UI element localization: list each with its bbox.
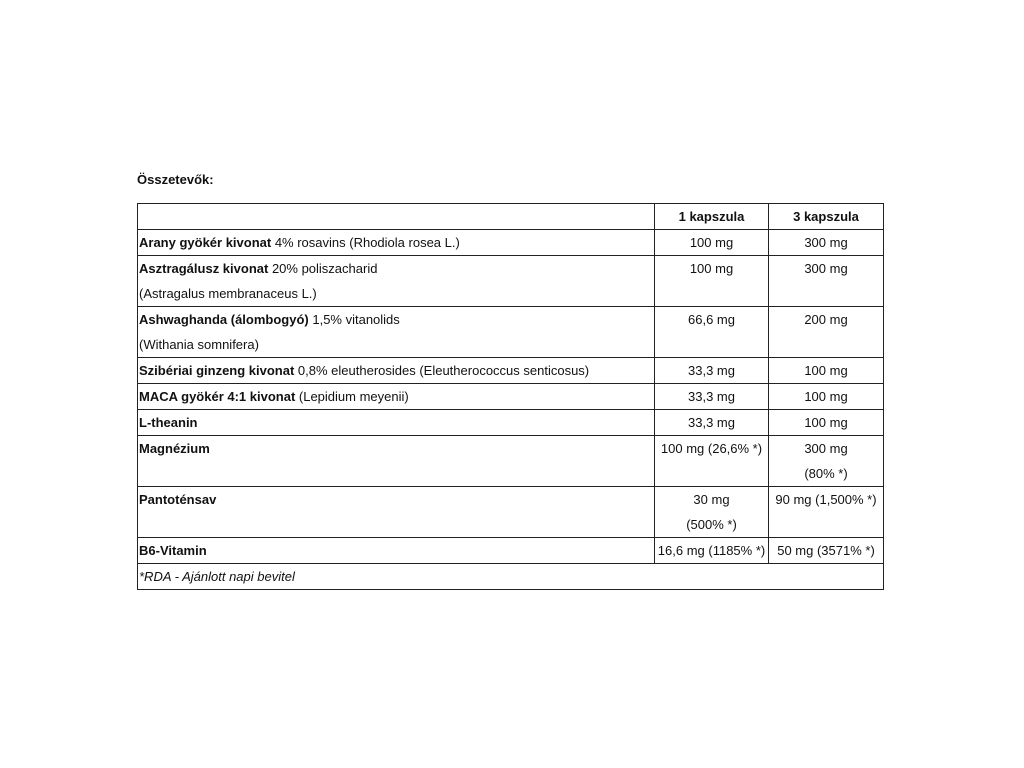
- cell-text: 100 mg: [689, 261, 734, 276]
- cell-text: (500% *): [686, 517, 737, 532]
- dose-3-capsules: [769, 230, 884, 256]
- table-row: [138, 230, 884, 256]
- ingredients-table: [137, 203, 884, 590]
- dose-3-capsules: [769, 358, 884, 384]
- ingredient-cell: [138, 307, 655, 358]
- cell-text: 33,3 mg: [688, 389, 735, 404]
- dose-1-capsule: [655, 436, 769, 487]
- ingredient-cell: [138, 410, 655, 436]
- cell-text: 300 mg: [804, 235, 848, 250]
- table-row: [138, 410, 884, 436]
- cell-text: Szibériai ginzeng kivonat: [139, 363, 295, 378]
- cell-text: 1,5% vitanolids: [308, 312, 400, 327]
- dose-3-capsules: [769, 384, 884, 410]
- cell-text: Pantoténsav: [139, 492, 217, 507]
- cell-text: L-theanin: [139, 415, 198, 430]
- table-row: [138, 436, 884, 487]
- cell-text: 4% rosavins (Rhodiola rosea L.): [271, 235, 460, 250]
- dose-1-capsule: [655, 256, 769, 307]
- dose-3-capsules: [769, 436, 884, 487]
- dose-1-capsule: [655, 410, 769, 436]
- footnote-row: [138, 564, 884, 590]
- ingredient-cell: [138, 384, 655, 410]
- cell-text: Magnézium: [139, 441, 210, 456]
- dose-3-capsules: [769, 307, 884, 358]
- cell-text: Ashwaghanda (álombogyó): [139, 312, 309, 327]
- cell-text: 20% poliszacharid: [268, 261, 378, 276]
- dose-3-capsules: [769, 487, 884, 538]
- dose-1-capsule: [655, 307, 769, 358]
- cell-text: 100 mg: [804, 363, 848, 378]
- dose-3-capsules: [769, 538, 884, 564]
- ingredient-cell: [138, 256, 655, 307]
- table-row: [138, 538, 884, 564]
- dose-1-capsule: [655, 487, 769, 538]
- cell-text: 100 mg: [804, 415, 848, 430]
- ingredient-cell: [138, 230, 655, 256]
- table-row: [138, 358, 884, 384]
- table-row: [138, 384, 884, 410]
- cell-text: 33,3 mg: [688, 363, 735, 378]
- cell-text: 100 mg (26,6% *): [660, 441, 763, 456]
- table-row: [138, 307, 884, 358]
- table-row: [138, 256, 884, 307]
- cell-text: 33,3 mg: [688, 415, 735, 430]
- cell-text: 100 mg: [804, 389, 848, 404]
- cell-text: 300 mg: [804, 261, 848, 276]
- ingredient-cell: [138, 487, 655, 538]
- header-cell: [138, 204, 655, 230]
- table-row: [138, 487, 884, 538]
- ingredient-cell: [138, 436, 655, 487]
- dose-3-capsules: [769, 410, 884, 436]
- dose-1-capsule: [655, 230, 769, 256]
- cell-text: (Astragalus membranaceus L.): [139, 286, 317, 301]
- dose-1-capsule: [655, 384, 769, 410]
- cell-text: 200 mg: [804, 312, 848, 327]
- cell-text: 66,6 mg: [688, 312, 735, 327]
- table-header-row: [138, 204, 884, 230]
- cell-text: 90 mg (1,500% *): [775, 492, 877, 507]
- cell-text: 50 mg (3571% *): [777, 543, 875, 558]
- cell-text: (80% *): [804, 466, 848, 481]
- cell-text: (Lepidium meyenii): [295, 389, 409, 404]
- cell-text: 30 mg: [693, 492, 730, 507]
- dose-3-capsules: [769, 256, 884, 307]
- header-cell: 3 kapszula: [769, 204, 884, 230]
- cell-text: 0,8% eleutherosides (Eleutherococcus senticosus): [294, 363, 590, 378]
- dose-1-capsule: [655, 358, 769, 384]
- cell-text: 100 mg: [689, 235, 734, 250]
- ingredient-cell: [138, 538, 655, 564]
- cell-text: MACA gyökér 4:1 kivonat: [139, 389, 296, 404]
- cell-text: Arany gyökér kivonat: [139, 235, 272, 250]
- cell-text: B6-Vitamin: [139, 543, 207, 558]
- cell-text: 16,6 mg (1185% *): [657, 543, 766, 558]
- dose-1-capsule: [655, 538, 769, 564]
- footnote: *RDA - Ajánlott napi bevitel: [138, 564, 884, 590]
- cell-text: Asztragálusz kivonat: [139, 261, 269, 276]
- cell-text: (Withania somnifera): [139, 337, 259, 352]
- ingredients-title: Összetevők:: [137, 172, 214, 187]
- header-cell: 1 kapszula: [655, 204, 769, 230]
- ingredient-cell: [138, 358, 655, 384]
- cell-text: 300 mg: [804, 441, 848, 456]
